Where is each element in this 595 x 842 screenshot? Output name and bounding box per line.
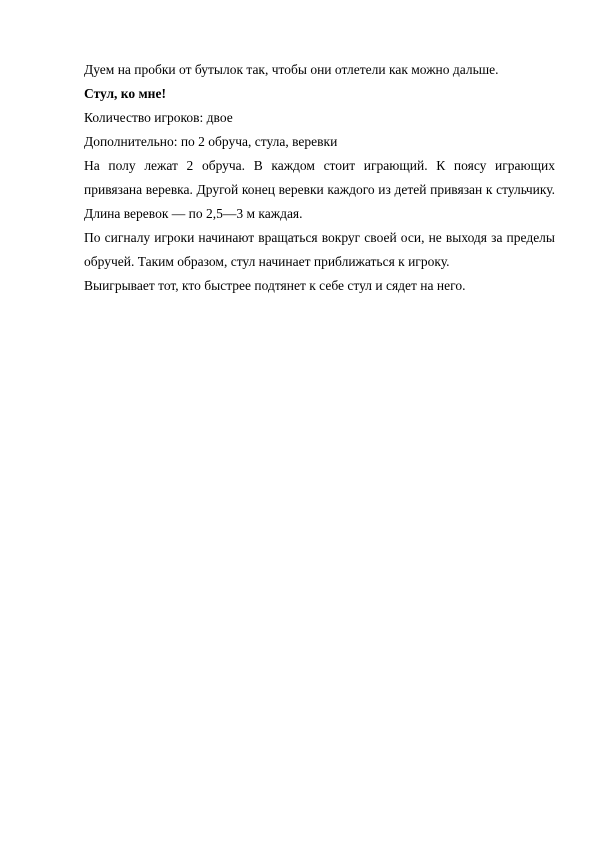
setup-paragraph: На полу лежат 2 обруча. В каждом стоит играющий. К поясу играющих привязана веревка. Другой конец веревки каждого из детей привязан к стульчику. Длина веревок — по 2,5—3 м каждая. (84, 158, 555, 221)
document-body (84, 58, 555, 298)
intro-paragraph: Дуем на пробки от бутылок так, чтобы они отлетели как можно дальше. (84, 62, 499, 77)
winner-paragraph: Выигрывает тот, кто быстрее подтянет к себе стул и сядет на него. (84, 278, 466, 293)
rules-paragraph: По сигналу игроки начинают вращаться вокруг своей оси, не выходя за пределы обручей. Таким образом, стул начинает приближаться к игроку. (84, 230, 555, 269)
players-count-paragraph: Количество игроков: двое (84, 110, 233, 125)
equipment-paragraph: Дополнительно: по 2 обруча, стула, веревки (84, 134, 338, 149)
game-title: Стул, ко мне! (84, 86, 166, 101)
